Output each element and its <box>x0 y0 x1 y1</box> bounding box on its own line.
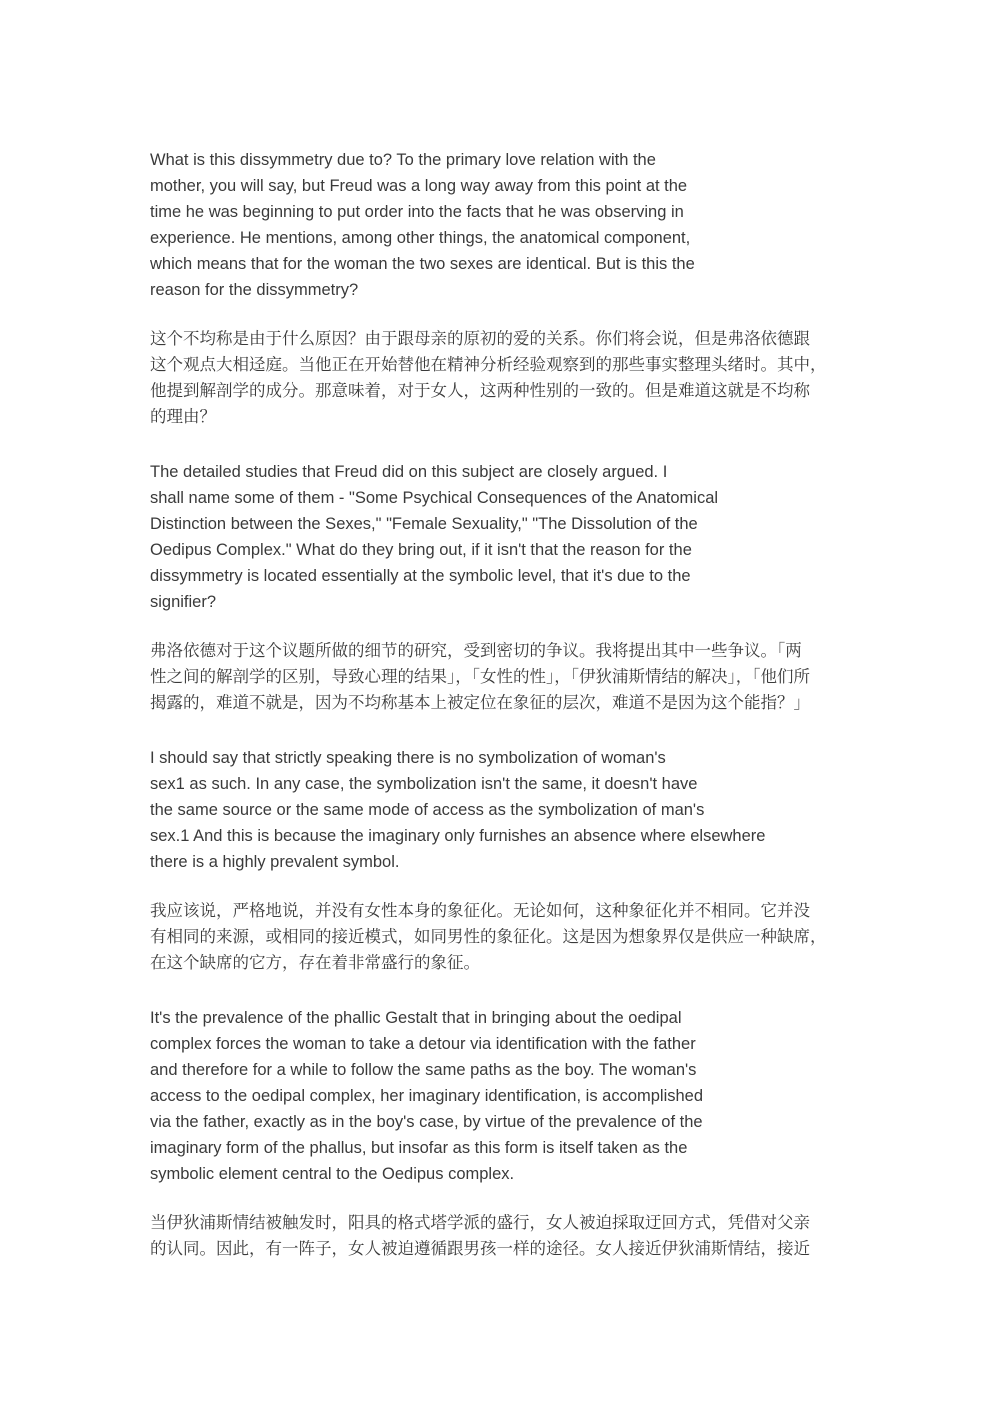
text-line: 我应该说，严格地说，并没有女性本身的象征化。无论如何，这种象征化并不相同。它并没 <box>150 901 810 920</box>
paragraph-en-1 <box>150 147 850 303</box>
paragraph-zh-2 <box>150 638 850 716</box>
text-line: I should say that strictly speaking there is no symbolization of woman's <box>150 749 666 767</box>
paragraph-zh-4 <box>150 1210 850 1262</box>
paragraph-en-2 <box>150 459 850 615</box>
text-line: What is this dissymmetry due to? To the primary love relation with the <box>150 151 656 169</box>
text-line: shall name some of them - "Some Psychical Consequences of the Anatomical <box>150 489 719 507</box>
text-line: mother, you will say, but Freud was a long way away from this point at the <box>150 177 688 195</box>
paragraph-en-3 <box>150 745 850 875</box>
text-line: via the father, exactly as in the boy's case, by virtue of the prevalence of the <box>150 1113 703 1131</box>
paragraph-zh-3 <box>150 898 850 976</box>
text-line: complex forces the woman to take a detour via identification with the father <box>150 1035 696 1053</box>
text-line: 性之间的解剖学的区别，导致心理的结果」，「女性的性」，「伊狄浦斯情结的解决」，「他们所 <box>150 667 810 686</box>
text-line: signifier? <box>150 593 217 611</box>
text-line: there is a highly prevalent symbol. <box>150 853 400 871</box>
text-line: symbolic element central to the Oedipus complex. <box>150 1165 515 1183</box>
text-line: imaginary form of the phallus, but insofar as this form is itself taken as the <box>150 1139 688 1157</box>
text-line: 这个不均称是由于什么原因？由于跟母亲的原初的爱的关系。你们将会说，但是弗洛依德跟 <box>150 329 810 348</box>
text-line: Oedipus Complex." What do they bring out, if it isn't that the reason for the <box>150 541 692 559</box>
text-line: 这个观点大相迳庭。当他正在开始替他在精神分析经验观察到的那些事实整理头绪时。其中， <box>150 355 827 374</box>
text-line: reason for the dissymmetry? <box>150 281 359 299</box>
text-line: 弗洛依德对于这个议题所做的细节的研究，受到密切的争议。我将提出其中一些争议。「两 <box>150 641 802 660</box>
text-line: 他提到解剖学的成分。那意味着，对于女人，这两种性别的一致的。但是难道这就是不均称 <box>150 381 810 400</box>
text-line: 在这个缺席的它方，存在着非常盛行的象征。 <box>150 953 480 972</box>
text-line: time he was beginning to put order into the facts that he was observing in <box>150 203 684 221</box>
text-line: dissymmetry is located essentially at the symbolic level, that it's due to the <box>150 567 691 585</box>
text-line: and therefore for a while to follow the same paths as the boy. The woman's <box>150 1061 697 1079</box>
text-line: access to the oedipal complex, her imaginary identification, is accomplished <box>150 1087 704 1105</box>
text-line: which means that for the woman the two sexes are identical. But is this the <box>150 255 695 273</box>
text-line: 的认同。因此，有一阵子，女人被迫遵循跟男孩一样的途径。女人接近伊狄浦斯情结，接近 <box>150 1239 810 1258</box>
text-line: 有相同的来源，或相同的接近模式，如同男性的象征化。这是因为想象界仅是供应一种缺席， <box>150 927 827 946</box>
text-line: sex.1 And this is because the imaginary only furnishes an absence where elsewhere <box>150 827 766 845</box>
paragraph-zh-1 <box>150 326 850 430</box>
paragraph-en-4 <box>150 1005 850 1187</box>
text-line: 的理由？ <box>150 407 216 426</box>
text-line: Distinction between the Sexes," "Female Sexuality," "The Dissolution of the <box>150 515 698 533</box>
text-line: experience. He mentions, among other things, the anatomical component, <box>150 229 691 247</box>
text-line: It's the prevalence of the phallic Gestalt that in bringing about the oedipal <box>150 1009 682 1027</box>
text-line: the same source or the same mode of access as the symbolization of man's <box>150 801 705 819</box>
text-line: sex1 as such. In any case, the symbolization isn't the same, it doesn't have <box>150 775 698 793</box>
text-line: 揭露的，难道不就是，因为不均称基本上被定位在象征的层次，难道不是因为这个能指？」 <box>150 693 810 712</box>
text-line: The detailed studies that Freud did on this subject are closely argued. I <box>150 463 668 481</box>
text-line: 当伊狄浦斯情结被触发时，阳具的格式塔学派的盛行，女人被迫採取迂回方式，凭借对父亲 <box>150 1213 810 1232</box>
